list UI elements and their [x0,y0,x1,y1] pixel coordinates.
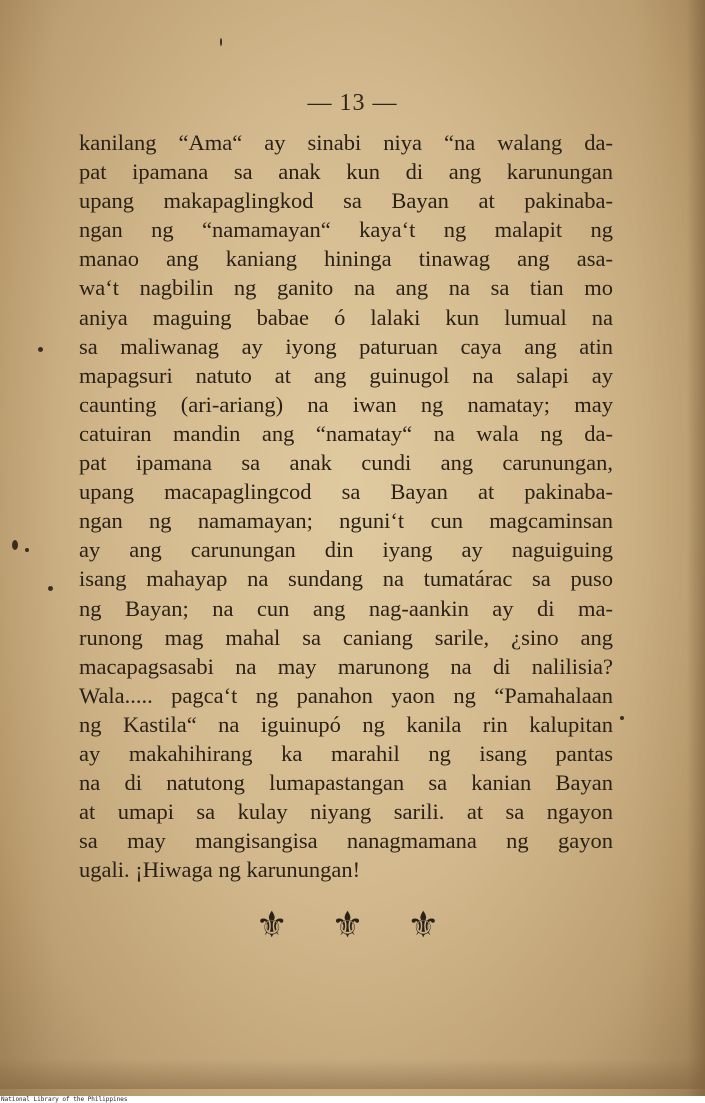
text-line: catuiran mandin ang “namatay“ na wala ng da- [79,420,613,446]
text-line: kanilang “Ama“ ay sinabi niya “na walang da- [79,130,613,155]
text-line: upang makapaglingkod sa Bayan at pakinaba- [79,188,613,214]
ink-speck [620,716,624,720]
text-line: upang macapaglingcod sa Bayan at pakinaba- [79,479,613,505]
text-line: na di natutong lumapastangan sa kanian Bayan [79,770,613,796]
text-line: Wala..... pagca‘t ng panahon yaon ng “Pamahalaan [79,682,613,708]
page-number: — 13 — [307,90,398,116]
page-bottom-shadow [0,1059,705,1089]
text-line: macapagsasabi na may marunong na di nalilisia? [79,653,613,679]
text-line: ay makahihirang ka marahil ng isang pantas [79,740,613,766]
text-line: aniya maguing babae ó lalaki kun lumual na [79,304,613,330]
ornament-row [0,905,705,946]
text-line: ng Kastila“ na iguinupó ng kanila rin kalupitan [79,711,613,737]
fleur-de-lis-icon: ⚜ [255,905,298,946]
text-line: mapagsuri natuto at ang guinugol na salapi ay [79,362,613,388]
ink-speck [38,347,43,352]
text-line: isang mahayap na sundang na tumatárac sa puso [79,566,613,592]
text-line: ng Bayan; na cun ang nag-aankin ay di ma- [79,595,613,621]
text-line: ngan ng “namamayan“ kaya‘t ng malapit ng [79,217,613,243]
ink-speck [48,586,53,591]
text-line: manao ang kaniang hininga tinawag ang asa- [79,246,613,272]
text-line: pat ipamana sa anak cundi ang carunungan, [79,450,613,476]
ink-speck [25,548,29,552]
text-line: pat ipamana sa anak kun di ang karunungan [79,159,613,185]
text-line: runong mag mahal sa caniang sarile, ¿sino ang [79,624,613,650]
text-line: at umapi sa kulay niyang sarili. at sa ngayon [79,799,613,825]
fleur-de-lis-icon: ⚜ [407,905,450,946]
text-line: sa may mangisangisa nanagmamana ng gayon [79,828,613,854]
ink-speck [220,38,222,46]
text-line: ngan ng namamayan; nguni‘t cun magcaminsan [79,508,613,534]
text-line: caunting (ari-ariang) na iwan ng namatay; may [79,391,613,417]
footer-bar [0,1096,705,1103]
fleur-de-lis-icon: ⚜ [331,905,374,946]
text-line: sa maliwanag ay iyong paturuan caya ang atin [79,333,613,359]
body-text [79,128,613,884]
text-line: ay ang carunungan din iyang ay naguiguing [79,537,613,563]
ink-speck [12,540,18,550]
library-credit: National Library of the Philippines [1,1096,128,1103]
text-line: ugali. ¡Hiwaga ng karunungan! [79,857,361,883]
text-line: wa‘t nagbilin ng ganito na ang na sa tian mo [79,275,613,301]
